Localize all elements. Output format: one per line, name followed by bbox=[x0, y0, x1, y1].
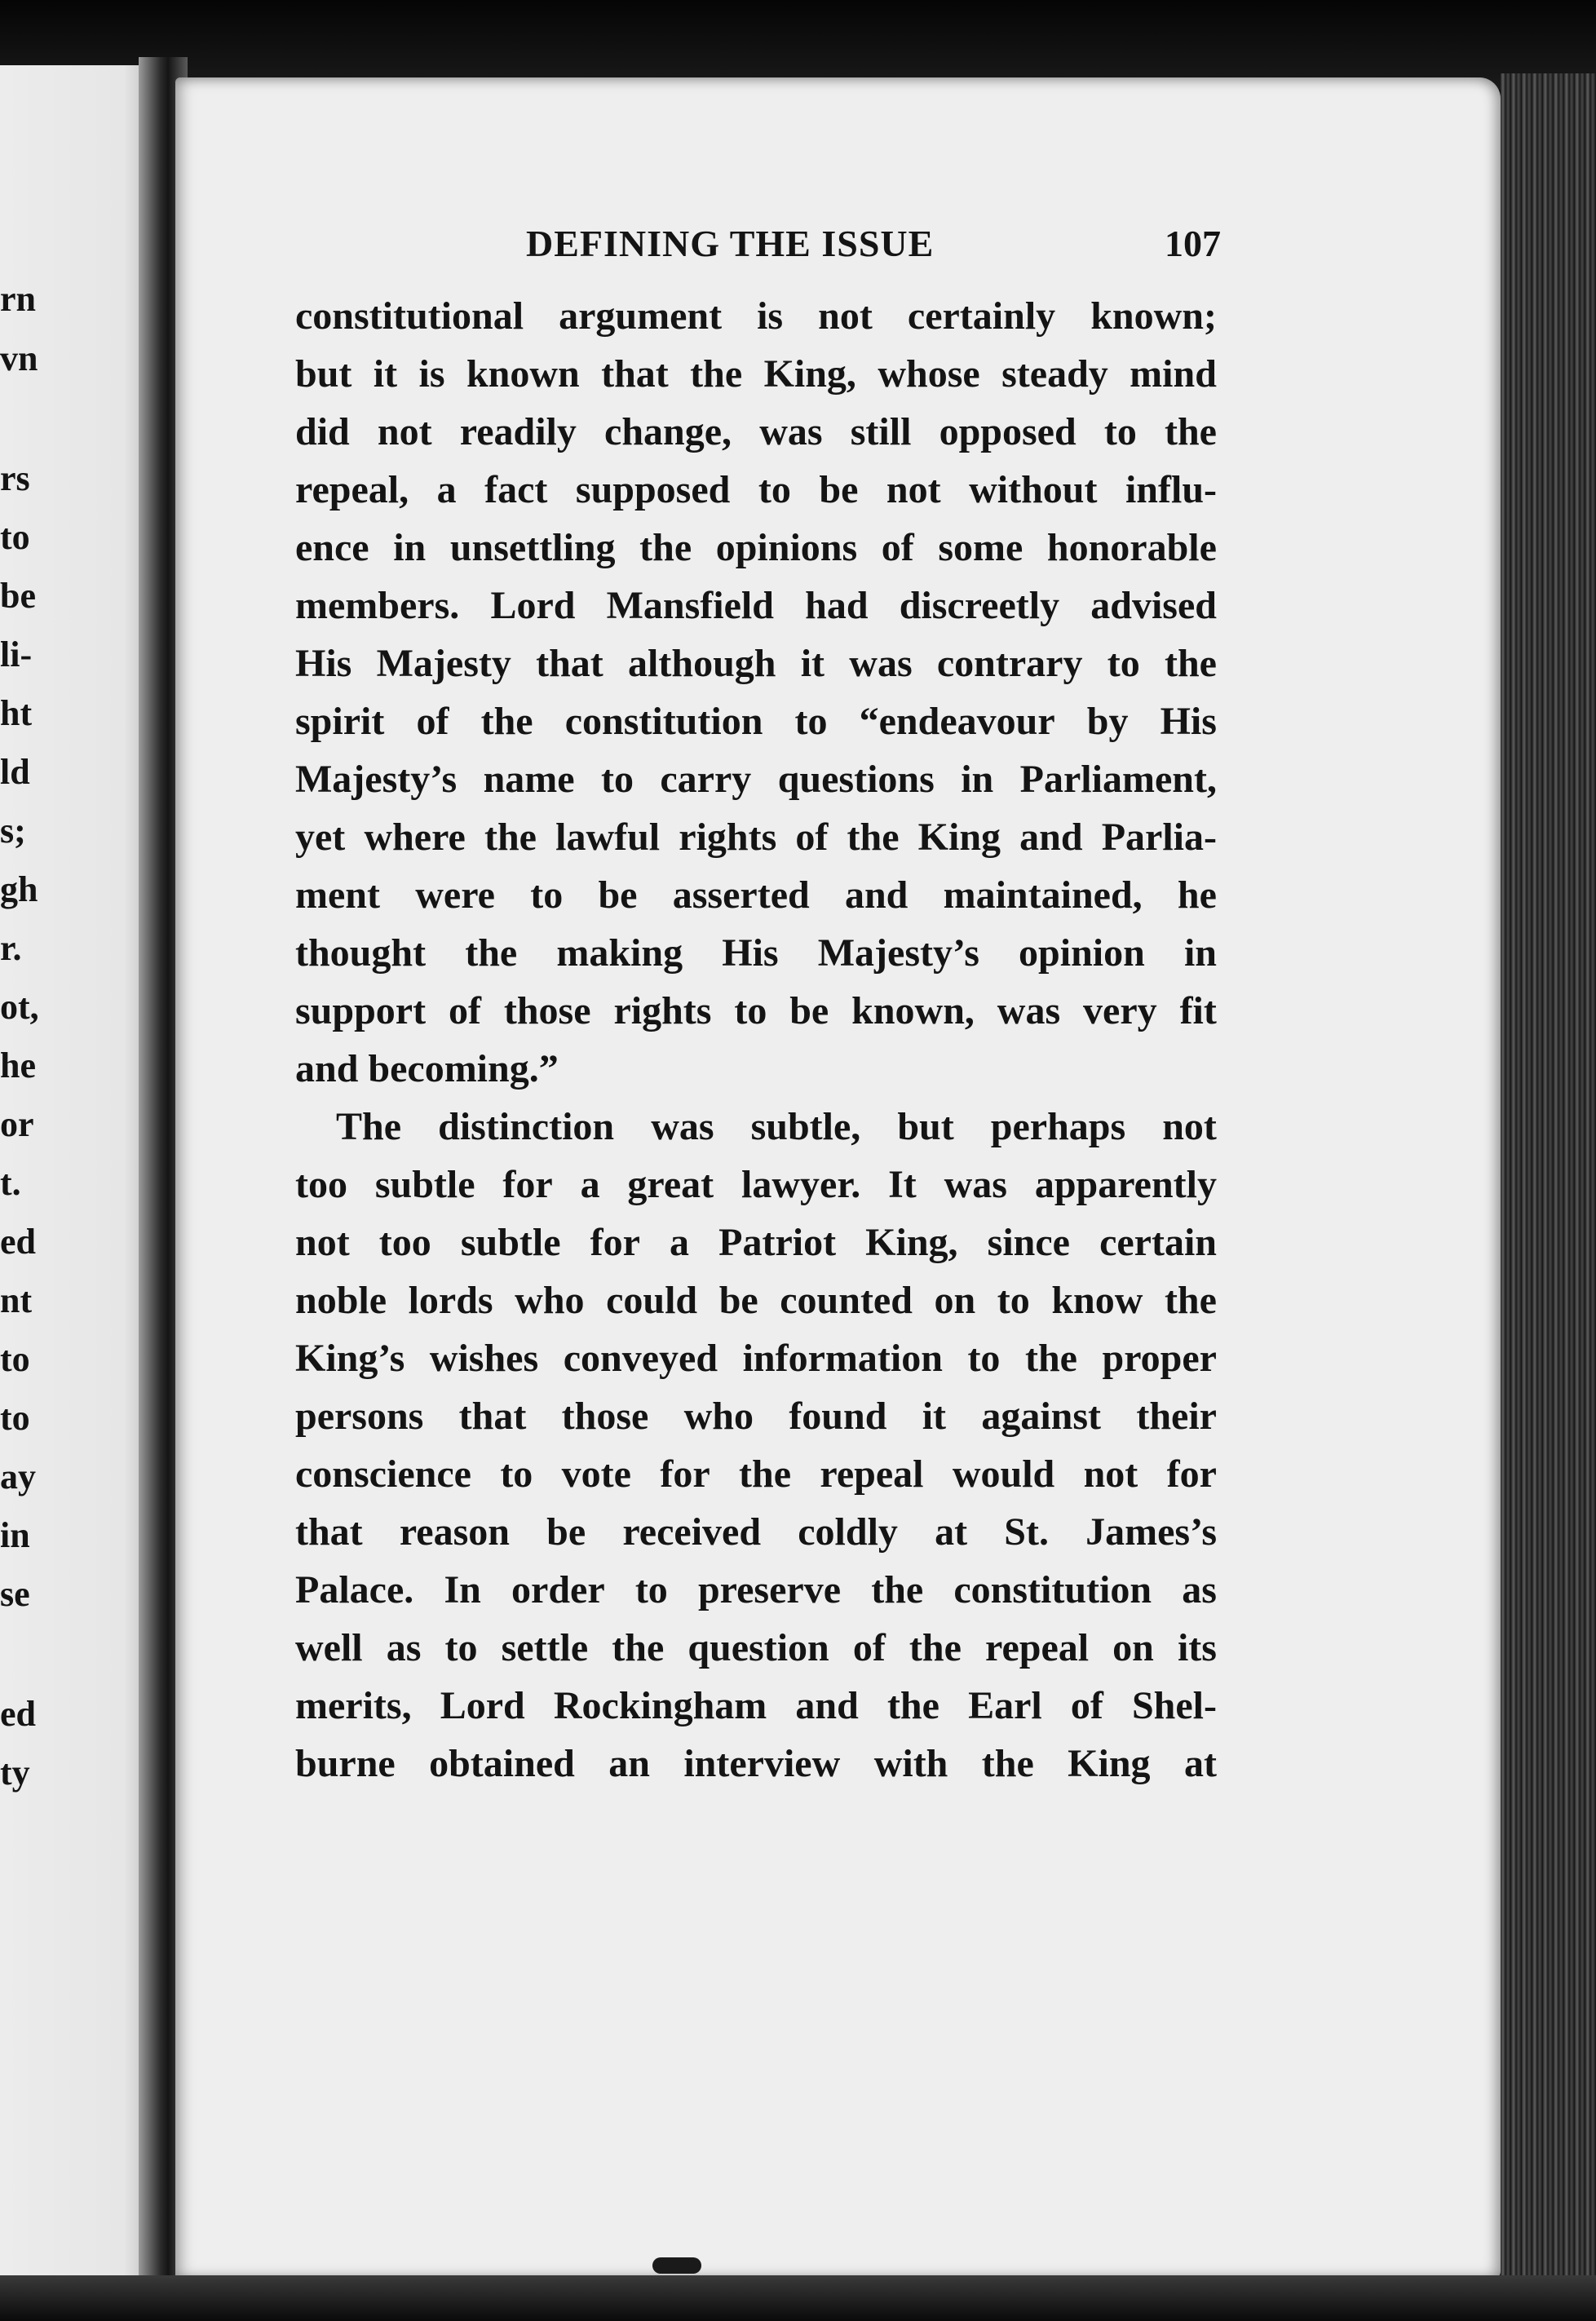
page-number: 107 bbox=[1165, 223, 1221, 264]
text-line: repeal, a fact supposed to be not without influ- bbox=[295, 468, 1217, 511]
text-line: did not readily change, was still opposed to the bbox=[295, 410, 1217, 453]
margin-fragment: to bbox=[0, 1339, 30, 1379]
text-line: members. Lord Mansfield had discreetly advised bbox=[295, 584, 1217, 627]
margin-fragment: to bbox=[0, 517, 30, 557]
text-line: well as to settle the question of the repeal on its bbox=[295, 1626, 1217, 1669]
text-line: that reason be received coldly at St. James’s bbox=[295, 1510, 1217, 1554]
text-line: Majesty’s name to carry questions in Parliament, bbox=[295, 758, 1217, 801]
margin-fragment: t. bbox=[0, 1163, 21, 1203]
margin-fragment: ty bbox=[0, 1753, 30, 1793]
margin-fragment: or bbox=[0, 1104, 34, 1144]
margin-fragment: ed bbox=[0, 1222, 36, 1262]
margin-fragment: rs bbox=[0, 458, 30, 498]
margin-fragment: vn bbox=[0, 338, 38, 378]
text-line: ment were to be asserted and maintained, he bbox=[295, 873, 1217, 917]
margin-fragment: r. bbox=[0, 928, 22, 968]
margin-fragment: ed bbox=[0, 1694, 36, 1734]
margin-fragment: in bbox=[0, 1515, 30, 1555]
text-line: The distinction was subtle, but perhaps not bbox=[336, 1105, 1217, 1148]
body-text bbox=[295, 287, 1217, 1793]
scan-top-border bbox=[0, 0, 1596, 90]
page-edges bbox=[1501, 73, 1596, 2321]
text-line: but it is known that the King, whose steady mind bbox=[295, 352, 1217, 396]
text-line: persons that those who found it against their bbox=[295, 1395, 1217, 1438]
margin-fragment: ot, bbox=[0, 987, 39, 1027]
text-line: not too subtle for a Patriot King, since certain bbox=[295, 1221, 1217, 1264]
text-line: yet where the lawful rights of the King and Parlia- bbox=[295, 816, 1217, 859]
chapter-title: DEFINING THE ISSUE bbox=[526, 223, 935, 264]
text-line: support of those rights to be known, was very fit bbox=[295, 989, 1217, 1032]
text-line: burne obtained an interview with the King at bbox=[295, 1742, 1217, 1785]
margin-fragment: to bbox=[0, 1398, 30, 1438]
text-line: Palace. In order to preserve the constitution as bbox=[295, 1568, 1217, 1611]
margin-fragment: ld bbox=[0, 752, 30, 792]
margin-fragment: se bbox=[0, 1574, 30, 1614]
text-line: thought the making His Majesty’s opinion in bbox=[295, 931, 1217, 975]
margin-fragment: be bbox=[0, 576, 36, 616]
running-head bbox=[298, 222, 1227, 271]
margin-fragment: gh bbox=[0, 869, 38, 909]
text-line: King’s wishes conveyed information to the proper bbox=[295, 1337, 1217, 1380]
text-line: too subtle for a great lawyer. It was apparently bbox=[295, 1163, 1217, 1206]
text-line: merits, Lord Rockingham and the Earl of Shel- bbox=[295, 1684, 1217, 1727]
margin-fragment: s; bbox=[0, 811, 26, 851]
margin-fragment: li- bbox=[0, 634, 33, 674]
text-line: constitutional argument is not certainly known; bbox=[295, 294, 1217, 338]
margin-fragment: ht bbox=[0, 693, 33, 733]
text-line: conscience to vote for the repeal would not for bbox=[295, 1452, 1217, 1496]
text-line: ence in unsettling the opinions of some honorable bbox=[295, 526, 1217, 569]
margin-fragment: ay bbox=[0, 1457, 36, 1496]
text-line: and becoming.” bbox=[295, 1047, 559, 1090]
text-line: noble lords who could be counted on to know the bbox=[295, 1279, 1217, 1322]
text-line: His Majesty that although it was contrary to the bbox=[295, 642, 1217, 685]
margin-fragment: rn bbox=[0, 279, 36, 319]
margin-fragment: nt bbox=[0, 1280, 33, 1320]
text-line: spirit of the constitution to “endeavour by His bbox=[295, 700, 1217, 743]
scan-smudge bbox=[652, 2257, 701, 2274]
margin-fragment: he bbox=[0, 1046, 36, 1085]
scan-bottom-border bbox=[0, 2275, 1596, 2321]
